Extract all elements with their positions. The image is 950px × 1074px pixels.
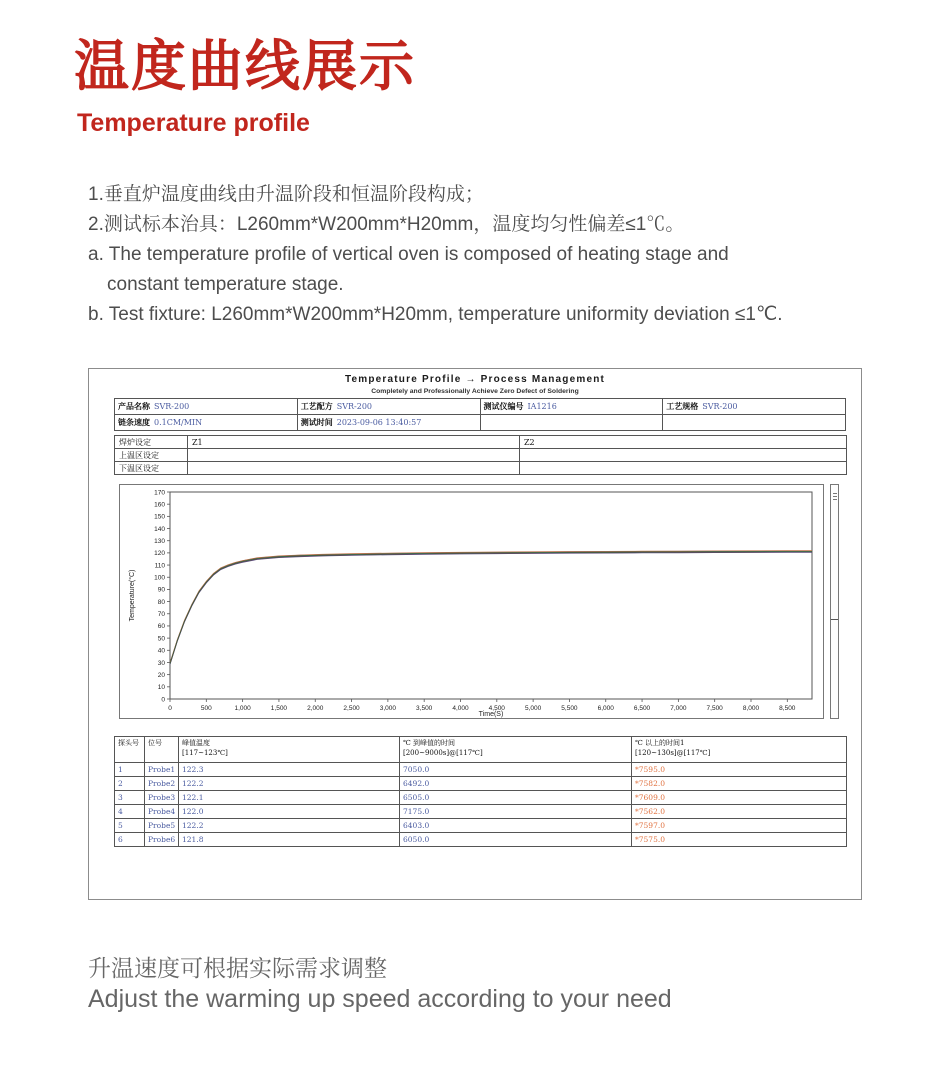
svg-text:160: 160 bbox=[154, 501, 165, 509]
svg-text:120: 120 bbox=[154, 550, 165, 558]
svg-text:8,500: 8,500 bbox=[779, 705, 796, 712]
probe-row bbox=[115, 833, 847, 847]
note-line: constant temperature stage. bbox=[107, 274, 344, 295]
probe-cell: 7050.0 bbox=[400, 763, 632, 777]
probe-row bbox=[115, 777, 847, 791]
svg-text:Temperature(°C): Temperature(°C) bbox=[129, 569, 136, 622]
page-title: 温度曲线展示 bbox=[74, 33, 417, 98]
probe-cell: Probe2 bbox=[145, 777, 179, 791]
svg-text:30: 30 bbox=[157, 659, 165, 667]
svg-text:2,500: 2,500 bbox=[343, 705, 360, 712]
svg-text:100: 100 bbox=[154, 574, 165, 582]
svg-text:40: 40 bbox=[157, 647, 165, 655]
svg-text:140: 140 bbox=[154, 525, 165, 533]
report-subtitle: Completely and Professionally Achieve Zero Defect of Soldering bbox=[371, 388, 579, 395]
probe-cell: Probe5 bbox=[145, 819, 179, 833]
svg-text:70: 70 bbox=[157, 611, 165, 619]
note-line: a. The temperature profile of vertical oven is composed of heating stage and bbox=[88, 244, 729, 265]
probe-cell: 122.1 bbox=[179, 791, 400, 805]
probe-header-row bbox=[115, 737, 847, 763]
probe-row bbox=[115, 805, 847, 819]
info-cell bbox=[663, 415, 846, 431]
probe-cell: *7595.0 bbox=[632, 763, 847, 777]
svg-text:50: 50 bbox=[157, 635, 165, 643]
info-table bbox=[114, 398, 846, 431]
info-row bbox=[115, 415, 846, 431]
note-line: b. Test fixture: L260mm*W200mm*H20mm, temperature uniformity deviation ≤1℃. bbox=[88, 304, 783, 325]
notes-block bbox=[88, 180, 888, 330]
svg-text:6,000: 6,000 bbox=[597, 705, 614, 712]
probe-cell: Probe1 bbox=[145, 763, 179, 777]
info-cell bbox=[480, 415, 663, 431]
svg-text:5,500: 5,500 bbox=[561, 705, 578, 712]
probe-header-cell: 峰值温度 [117~123℃] bbox=[179, 737, 400, 763]
profile-chart bbox=[119, 484, 824, 719]
svg-text:4,500: 4,500 bbox=[488, 705, 505, 712]
probe-cell: 6 bbox=[115, 833, 145, 847]
probe-cell: *7575.0 bbox=[632, 833, 847, 847]
probe-cell: 3 bbox=[115, 791, 145, 805]
svg-text:1,000: 1,000 bbox=[234, 705, 251, 712]
footer-note-zh: 升温速度可根据实际需求调整 bbox=[88, 955, 387, 981]
scrollbar-grip-icon bbox=[833, 493, 837, 494]
svg-text:20: 20 bbox=[157, 671, 165, 679]
probe-header-cell: 位号 bbox=[145, 737, 179, 763]
footer-note-en: Adjust the warming up speed according to your need bbox=[88, 985, 672, 1013]
page-subtitle: Temperature profile bbox=[77, 109, 310, 137]
svg-text:5,000: 5,000 bbox=[524, 705, 542, 712]
embedded-report bbox=[88, 368, 862, 900]
probe-cell: 6403.0 bbox=[400, 819, 632, 833]
probe-table bbox=[114, 736, 847, 847]
svg-text:1,500: 1,500 bbox=[270, 705, 288, 712]
probe-cell: *7597.0 bbox=[632, 819, 847, 833]
info-row bbox=[115, 399, 846, 415]
svg-text:3,000: 3,000 bbox=[379, 705, 397, 712]
info-cell: 链条速度 0.1CM/MIN bbox=[115, 415, 298, 431]
probe-cell: *7562.0 bbox=[632, 805, 847, 819]
info-cell: 工艺配方 SVR-200 bbox=[297, 399, 480, 415]
zone-row: 下温区设定 bbox=[115, 462, 847, 475]
svg-text:60: 60 bbox=[157, 623, 165, 631]
zone-row: 上温区设定 bbox=[115, 449, 847, 462]
probe-cell: 122.3 bbox=[179, 763, 400, 777]
svg-text:7,500: 7,500 bbox=[706, 705, 723, 712]
probe-cell: Probe6 bbox=[145, 833, 179, 847]
chart-scrollbar[interactable] bbox=[830, 484, 839, 719]
probe-cell: 6505.0 bbox=[400, 791, 632, 805]
probe-cell: Probe3 bbox=[145, 791, 179, 805]
probe-cell: Probe4 bbox=[145, 805, 179, 819]
probe-cell: 5 bbox=[115, 819, 145, 833]
probe-cell: 4 bbox=[115, 805, 145, 819]
svg-text:0: 0 bbox=[161, 696, 165, 704]
info-cell: 产品名称 SVR-200 bbox=[115, 399, 298, 415]
svg-text:Time(S): Time(S) bbox=[478, 711, 504, 718]
svg-text:110: 110 bbox=[154, 562, 165, 570]
svg-text:0: 0 bbox=[168, 705, 172, 712]
probe-header-cell: ℃ 以上的时间1 [120~130s]@[117℃] bbox=[632, 737, 847, 763]
info-cell: 工艺规格 SVR-200 bbox=[663, 399, 846, 415]
svg-text:6,500: 6,500 bbox=[633, 705, 651, 712]
svg-text:7,000: 7,000 bbox=[670, 705, 687, 712]
svg-text:150: 150 bbox=[154, 513, 165, 521]
scrollbar-handle[interactable] bbox=[831, 619, 838, 620]
probe-cell: 1 bbox=[115, 763, 145, 777]
info-cell: 测试时间 2023-09-06 13:40:57 bbox=[297, 415, 480, 431]
probe-cell: 122.2 bbox=[179, 819, 400, 833]
probe-row bbox=[115, 819, 847, 833]
svg-text:2,000: 2,000 bbox=[307, 705, 324, 712]
note-line: 2.测试标本治具：L260mm*W200mm*H20mm，温度均匀性偏差≤1℃。 bbox=[88, 214, 685, 235]
svg-text:80: 80 bbox=[157, 598, 165, 606]
svg-text:170: 170 bbox=[154, 489, 165, 497]
svg-text:3,500: 3,500 bbox=[416, 705, 433, 712]
note-line: 1.垂直炉温度曲线由升温阶段和恒温阶段构成； bbox=[88, 184, 484, 205]
probe-row bbox=[115, 791, 847, 805]
probe-cell: *7582.0 bbox=[632, 777, 847, 791]
zone-row: 焊炉设定 Z1 Z2 bbox=[115, 436, 847, 449]
probe-cell: 6492.0 bbox=[400, 777, 632, 791]
info-cell: 测试仪编号 IA1216 bbox=[480, 399, 663, 415]
chart-svg bbox=[120, 485, 825, 720]
svg-text:4,000: 4,000 bbox=[452, 705, 469, 712]
svg-text:500: 500 bbox=[200, 705, 212, 712]
probe-cell: 121.8 bbox=[179, 833, 400, 847]
probe-cell: 2 bbox=[115, 777, 145, 791]
svg-text:90: 90 bbox=[157, 586, 165, 594]
report-title: Temperature Profile → Process Management bbox=[344, 374, 606, 385]
probe-header-cell: ℃ 到峰值的时间 [200~9000s]@[117℃] bbox=[400, 737, 632, 763]
probe-cell: 122.0 bbox=[179, 805, 400, 819]
zone-table bbox=[114, 435, 847, 475]
svg-text:10: 10 bbox=[157, 684, 165, 692]
svg-text:130: 130 bbox=[154, 538, 165, 546]
svg-text:8,000: 8,000 bbox=[742, 705, 760, 712]
probe-cell: 122.2 bbox=[179, 777, 400, 791]
probe-cell: 6050.0 bbox=[400, 833, 632, 847]
probe-cell: 7175.0 bbox=[400, 805, 632, 819]
probe-header-cell: 探头号 bbox=[115, 737, 145, 763]
probe-row bbox=[115, 763, 847, 777]
probe-cell: *7609.0 bbox=[632, 791, 847, 805]
